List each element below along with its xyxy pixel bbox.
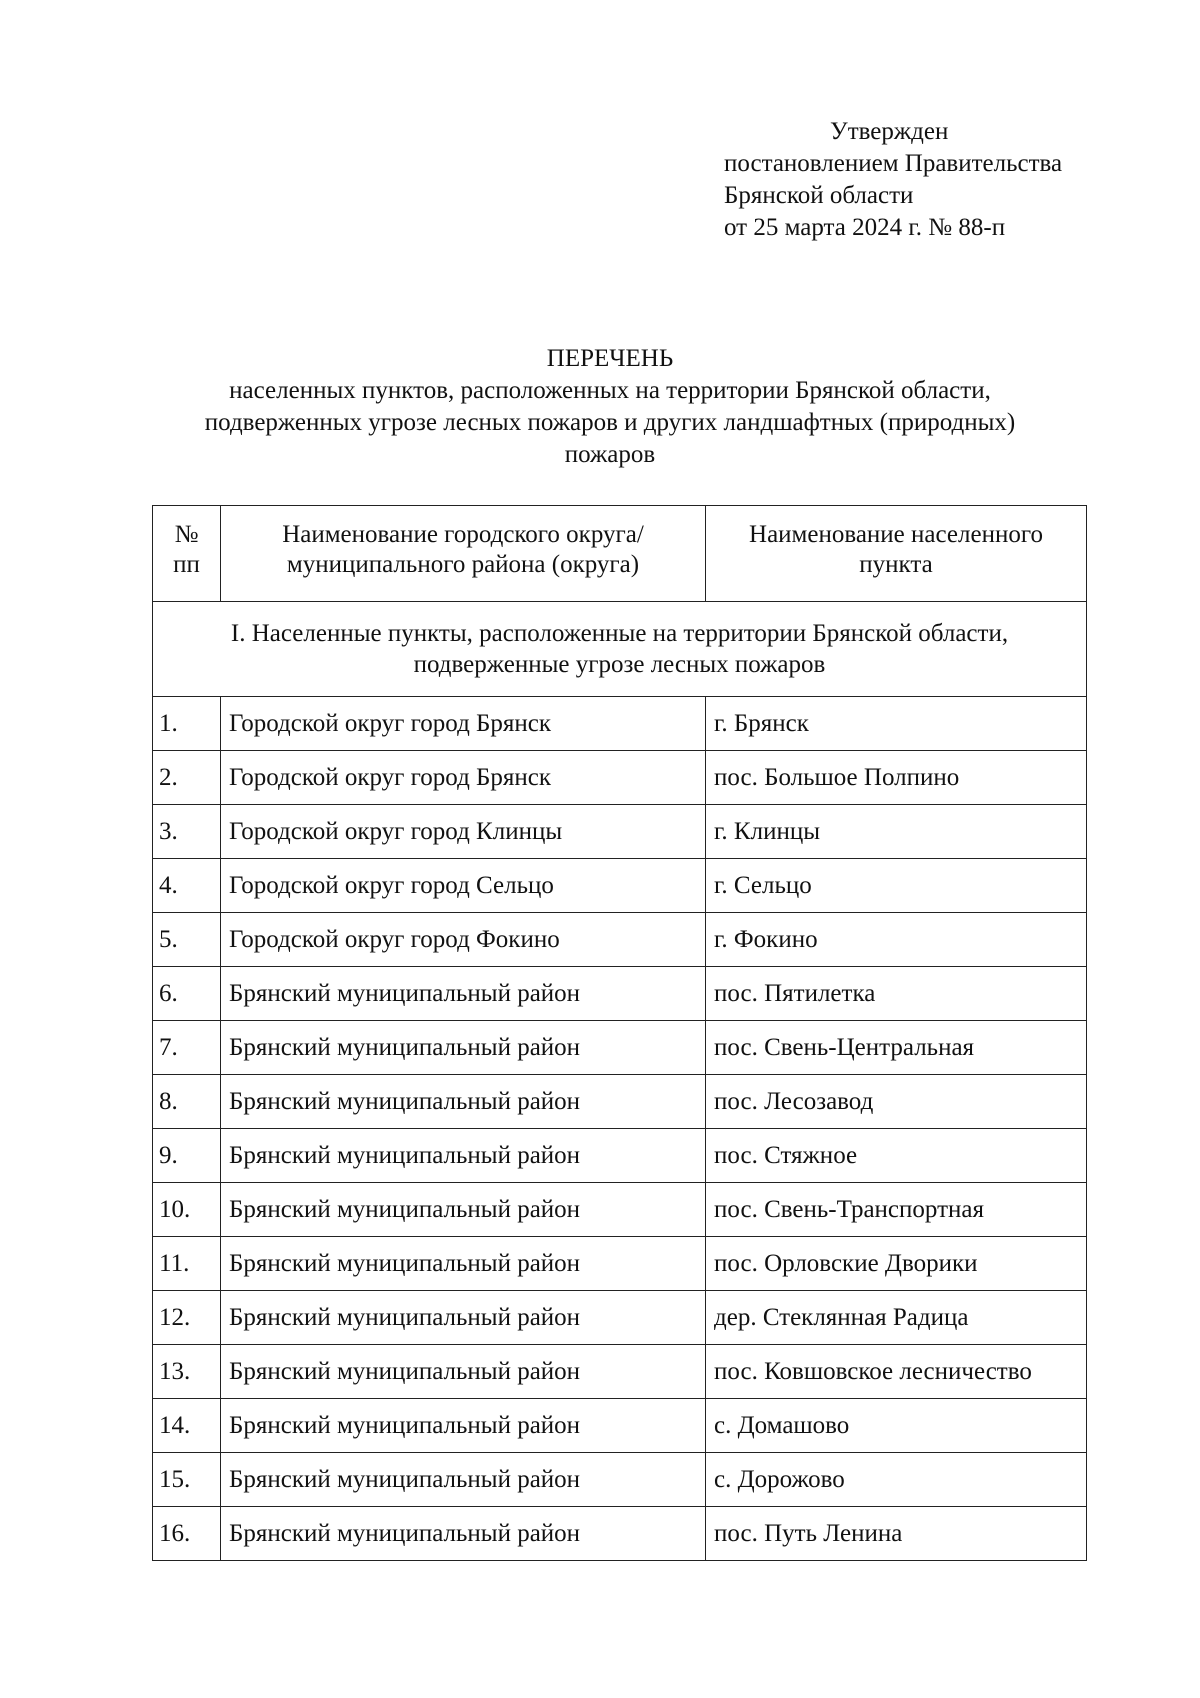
row-settlement: пос. Орловские Дворики [706, 1237, 1087, 1291]
row-number: 3. [153, 805, 221, 859]
table-row [153, 1345, 1087, 1399]
section-row [153, 602, 1087, 697]
section-title: I. Населенные пункты, расположенные на территории Брянской области, подверженные угрозе лесных пожаров [153, 602, 1087, 697]
table-row [153, 805, 1087, 859]
row-district: Городской округ город Брянск [221, 697, 706, 751]
row-number: 11. [153, 1237, 221, 1291]
table-row [153, 697, 1087, 751]
table-row [153, 1453, 1087, 1507]
row-number: 12. [153, 1291, 221, 1345]
approval-line-approved: Утвержден [830, 118, 949, 145]
row-district: Городской округ город Клинцы [221, 805, 706, 859]
title-line-3: пожаров [564, 441, 656, 468]
table-row [153, 1399, 1087, 1453]
row-settlement: с. Дорожово [706, 1453, 1087, 1507]
row-district: Брянский муниципальный район [221, 1453, 706, 1507]
header-settlement: Наименование населенного пункта [706, 506, 1087, 602]
table-row [153, 1291, 1087, 1345]
row-district: Брянский муниципальный район [221, 1507, 706, 1561]
row-settlement: г. Сельцо [706, 859, 1087, 913]
title-line-1: населенных пунктов, расположенных на территории Брянской области, [229, 377, 991, 404]
table-row [153, 967, 1087, 1021]
title-heading: ПЕРЕЧЕНЬ [546, 345, 674, 372]
row-settlement: пос. Стяжное [706, 1129, 1087, 1183]
row-number: 4. [153, 859, 221, 913]
approval-line-date-number: от 25 марта 2024 г. № 88-п [724, 214, 1006, 241]
row-settlement: пос. Свень-Транспортная [706, 1183, 1087, 1237]
row-settlement: пос. Путь Ленина [706, 1507, 1087, 1561]
row-number: 6. [153, 967, 221, 1021]
row-number: 7. [153, 1021, 221, 1075]
table-row [153, 1075, 1087, 1129]
row-settlement: г. Фокино [706, 913, 1087, 967]
document-title [140, 343, 1080, 471]
row-number: 1. [153, 697, 221, 751]
row-district: Городской округ город Сельцо [221, 859, 706, 913]
row-district: Брянский муниципальный район [221, 1129, 706, 1183]
table-row [153, 1507, 1087, 1561]
row-district: Брянский муниципальный район [221, 1183, 706, 1237]
table-row [153, 1237, 1087, 1291]
row-district: Брянский муниципальный район [221, 967, 706, 1021]
row-number: 16. [153, 1507, 221, 1561]
row-district: Брянский муниципальный район [221, 1399, 706, 1453]
table-row [153, 751, 1087, 805]
header-num: № пп [153, 506, 221, 602]
row-settlement: пос. Ковшовское лесничество [706, 1345, 1087, 1399]
approval-line-resolution: постановлением Правительства [724, 150, 1063, 177]
row-district: Брянский муниципальный район [221, 1291, 706, 1345]
row-district: Городской округ город Фокино [221, 913, 706, 967]
row-number: 10. [153, 1183, 221, 1237]
table-header-row [153, 506, 1087, 602]
row-settlement: пос. Лесозавод [706, 1075, 1087, 1129]
row-number: 2. [153, 751, 221, 805]
row-number: 15. [153, 1453, 221, 1507]
row-number: 8. [153, 1075, 221, 1129]
row-district: Брянский муниципальный район [221, 1021, 706, 1075]
row-number: 9. [153, 1129, 221, 1183]
row-settlement: с. Домашово [706, 1399, 1087, 1453]
table-row [153, 1183, 1087, 1237]
approval-line-region: Брянской области [724, 182, 914, 209]
row-district: Городской округ город Брянск [221, 751, 706, 805]
row-number: 13. [153, 1345, 221, 1399]
table-row [153, 1021, 1087, 1075]
row-settlement: г. Брянск [706, 697, 1087, 751]
row-settlement: дер. Стеклянная Радица [706, 1291, 1087, 1345]
row-settlement: пос. Большое Полпино [706, 751, 1087, 805]
settlements-table [152, 505, 1087, 1561]
row-district: Брянский муниципальный район [221, 1345, 706, 1399]
row-number: 5. [153, 913, 221, 967]
table-row [153, 1129, 1087, 1183]
header-district: Наименование городского округа/муниципального района (округа) [221, 506, 706, 602]
row-settlement: пос. Свень-Центральная [706, 1021, 1087, 1075]
row-district: Брянский муниципальный район [221, 1075, 706, 1129]
table-row [153, 859, 1087, 913]
row-settlement: г. Клинцы [706, 805, 1087, 859]
title-line-2: подверженных угрозе лесных пожаров и других ландшафтных (природных) [204, 409, 1016, 436]
table-row [153, 913, 1087, 967]
row-number: 14. [153, 1399, 221, 1453]
approval-stamp [724, 116, 1062, 244]
row-settlement: пос. Пятилетка [706, 967, 1087, 1021]
row-district: Брянский муниципальный район [221, 1237, 706, 1291]
